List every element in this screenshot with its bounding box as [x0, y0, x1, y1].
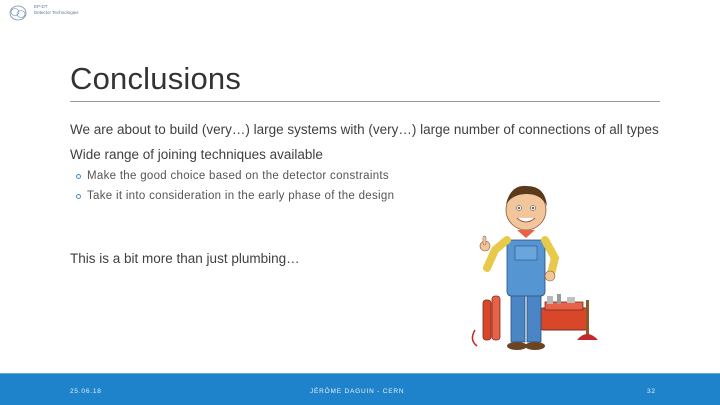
logo-line-2: Detector Technologies [34, 10, 79, 15]
paragraph-plumbing: This is a bit more than just plumbing… [70, 251, 300, 266]
cern-logo-icon [8, 4, 28, 22]
title-divider [70, 101, 660, 102]
header-logo [8, 4, 78, 22]
bullet-circle-icon [76, 194, 81, 199]
sub-bullet-text: Take it into consideration in the early phase of the design [87, 189, 395, 202]
plumber-cartoon-illustration [455, 180, 605, 370]
paragraph-large-systems: We are about to build (very…) large systems with (very…) large number of connections of all types [70, 122, 659, 137]
footer-author: JÉRÔME DAGUIN - CERN [310, 388, 405, 395]
bullet-circle-icon [76, 174, 81, 179]
logo-text [34, 4, 78, 16]
footer-date: 25.06.18 [70, 388, 102, 395]
paragraph-joining-techniques: Wide range of joining techniques available [70, 147, 323, 162]
footer-bar [0, 373, 720, 405]
slide-title: Conclusions [70, 61, 242, 96]
logo-line-1: EP-DT [34, 4, 48, 9]
page-number: 32 [647, 388, 656, 395]
sub-bullet-text: Make the good choice based on the detector constraints [87, 170, 389, 182]
